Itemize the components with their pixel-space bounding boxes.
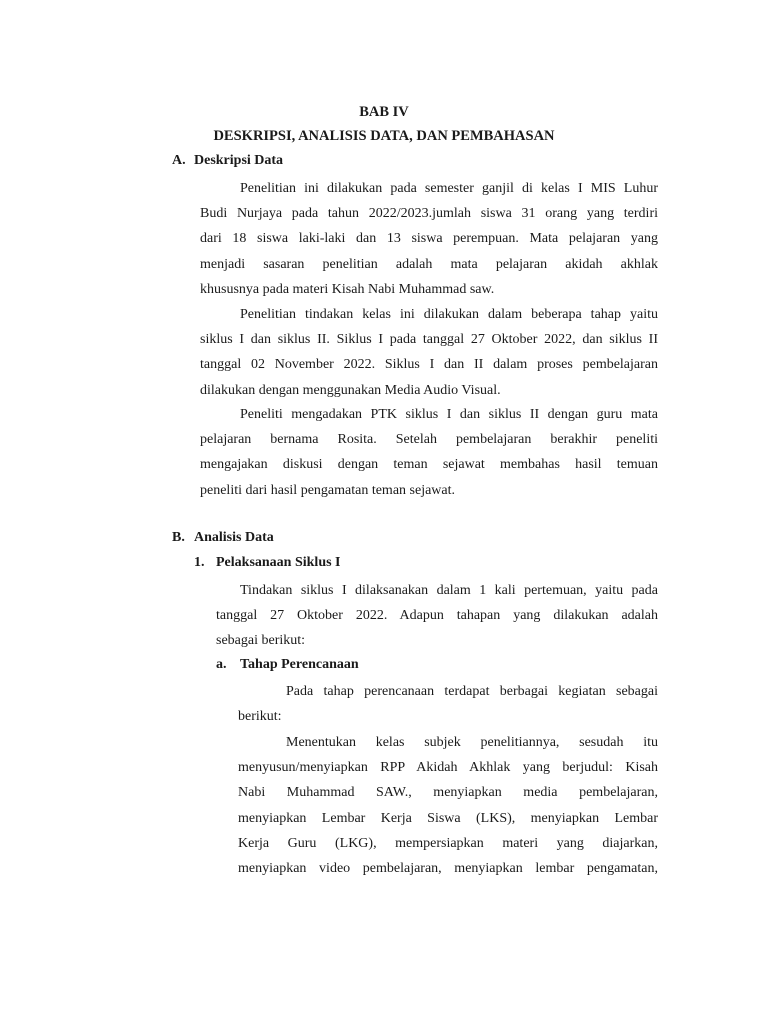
chapter-subtitle: DESKRIPSI, ANALISIS DATA, DAN PEMBAHASAN xyxy=(213,128,555,144)
text-line: tanggal 02 November 2022. Siklus I dan II dalam proses pembelajaran xyxy=(200,357,658,373)
section-a-paragraph-3 xyxy=(200,402,658,503)
text-line: dari 18 siswa laki-laki dan 13 siswa perempuan. Mata pelajaran yang xyxy=(200,231,658,247)
text-line: menyusun/menyiapkan RPP Akidah Akhlak yang berjudul: Kisah xyxy=(238,760,658,776)
text-line: menjadi sasaran penelitian adalah mata pelajaran akidah akhlak xyxy=(200,256,658,272)
section-b-label: Analisis Data xyxy=(194,530,274,545)
text-line: khususnya pada materi Kisah Nabi Muhammad saw. xyxy=(200,281,495,297)
chapter-title: BAB IV xyxy=(359,104,409,120)
section-a-paragraph-2 xyxy=(200,302,658,403)
text-line: Nabi Muhammad SAW., menyiapkan media pembelajaran, xyxy=(238,785,658,801)
text-line: dilakukan dengan menggunakan Media Audio Visual. xyxy=(200,382,501,398)
subsection-a-label: Tahap Perencanaan xyxy=(240,657,359,672)
subsection-a-heading xyxy=(216,657,359,673)
subsection-a-number: a. xyxy=(216,657,227,672)
subsection-1-paragraph xyxy=(216,578,658,654)
subsection-a-paragraph-2 xyxy=(238,730,658,881)
text-line: Kerja Guru (LKG), mempersiapkan materi yang diajarkan, xyxy=(238,835,658,851)
section-b-heading xyxy=(172,530,274,546)
section-a-heading xyxy=(172,153,283,169)
text-line: sebagai berikut: xyxy=(216,633,306,649)
text-line: tanggal 27 Oktober 2022. Adapun tahapan yang dilakukan adalah xyxy=(216,608,658,624)
text-line: berikut: xyxy=(238,709,282,725)
text-line: Menentukan kelas subjek penelitiannya, sesudah itu xyxy=(286,735,658,750)
subsection-1-label: Pelaksanaan Siklus I xyxy=(216,555,341,570)
text-line: mengajakan diskusi dengan teman sejawat membahas hasil temuan xyxy=(200,457,658,473)
text-line: pelajaran bernama Rosita. Setelah pembelajaran berakhir peneliti xyxy=(200,432,658,448)
section-a-number: A. xyxy=(172,153,186,168)
subsection-a-paragraph-1 xyxy=(238,679,658,729)
text-line: Budi Nurjaya pada tahun 2022/2023.jumlah siswa 31 orang yang terdiri xyxy=(200,206,658,222)
text-line: menyiapkan Lembar Kerja Siswa (LKS), menyiapkan Lembar xyxy=(238,810,658,826)
text-line: Penelitian ini dilakukan pada semester ganjil di kelas I MIS Luhur xyxy=(240,181,658,196)
subsection-1-heading xyxy=(194,555,341,571)
section-a-paragraph-1 xyxy=(200,176,658,302)
text-line: siklus I dan siklus II. Siklus I pada tanggal 27 Oktober 2022, dan siklus II xyxy=(200,332,658,348)
text-line: Penelitian tindakan kelas ini dilakukan dalam beberapa tahap yaitu xyxy=(240,307,658,322)
text-line: menyiapkan video pembelajaran, menyiapkan lembar pengamatan, xyxy=(238,860,658,876)
text-line: Tindakan siklus I dilaksanakan dalam 1 kali pertemuan, yaitu pada xyxy=(240,583,658,598)
text-line: peneliti dari hasil pengamatan teman sejawat. xyxy=(200,482,456,498)
section-a-label: Deskripsi Data xyxy=(194,153,284,168)
text-line: Pada tahap perencanaan terdapat berbagai kegiatan sebagai xyxy=(286,684,658,699)
text-line: Peneliti mengadakan PTK siklus I dan siklus II dengan guru mata xyxy=(240,407,658,422)
subsection-1-number: 1. xyxy=(194,555,205,570)
section-b-number: B. xyxy=(172,530,185,545)
